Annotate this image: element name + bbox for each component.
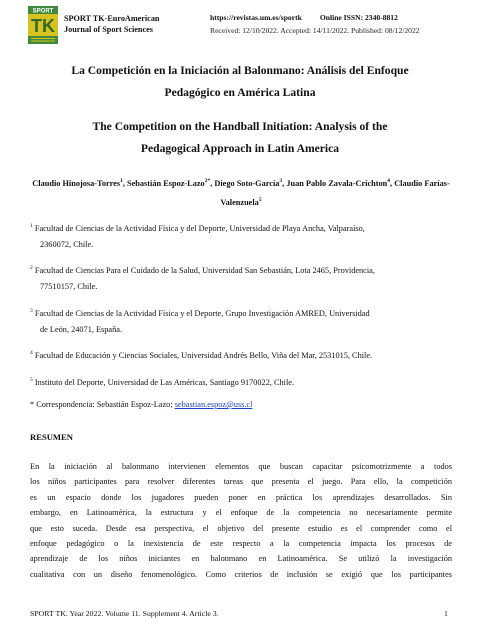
author-name: Sebastián Espoz-Lazo bbox=[127, 178, 205, 188]
affiliation-2 bbox=[30, 260, 452, 295]
publication-info bbox=[210, 11, 456, 37]
journal-line-1: SPORT TK-EuroAmerican bbox=[64, 14, 160, 23]
title-english-line-1: The Competition on the Handball Initiation: Analysis of the bbox=[92, 120, 388, 133]
page-footer: SPORT TK. Year 2022. Volume 11. Supplement 4. Article 3. bbox=[30, 609, 219, 618]
author-name: Juan Pablo Zavala-Crichton bbox=[286, 178, 388, 188]
author-affiliation-mark: 4 bbox=[387, 178, 391, 184]
page-number: 1 bbox=[444, 609, 448, 618]
svg-text:TK: TK bbox=[31, 16, 55, 36]
affiliation-text: Facultad de Ciencias de la Actividad Física y del Deporte, Universidad de Playa Ancha, Valparaíso, bbox=[34, 223, 365, 233]
affiliation-text: Facultad de Ciencias de la Actividad Física y el Deporte, Grupo Investigación AMRED, Universidad bbox=[34, 308, 370, 318]
abstract-paragraph bbox=[30, 459, 452, 582]
affiliation-mark: 1 bbox=[30, 223, 33, 229]
title-spanish-line-1: La Competición en la Iniciación al Balonmano: Análisis del Enfoque bbox=[71, 64, 409, 77]
correspondence-label: * Correspondencia: Sebastián Espoz-Lazo; bbox=[30, 400, 173, 409]
correspondence-email-link[interactable]: sebastian.espoz@uss.cl bbox=[174, 400, 253, 409]
affiliation-text: Instituto del Deporte, Universidad de Las Américas, Santiago 9170022, Chile. bbox=[34, 377, 295, 387]
submission-dates: Received: 12/10/2022. Accepted: 14/11/2022. Published: 08/12/2022 bbox=[210, 26, 420, 35]
svg-text:SPORT: SPORT bbox=[32, 8, 54, 15]
journal-url[interactable]: https://revistas.um.es/sportk bbox=[210, 13, 302, 22]
affiliation-text-cont: de León, 24071, España. bbox=[40, 324, 123, 334]
affiliation-mark: 4 bbox=[30, 350, 33, 356]
journal-name bbox=[64, 13, 159, 35]
abstract-line: En la iniciación al balonmano intervienen elementos que buscan capacitar psicomotrizmente a todos bbox=[30, 462, 452, 471]
issn: Online ISSN: 2340-8812 bbox=[319, 13, 398, 22]
affiliation-mark: 5 bbox=[30, 377, 33, 383]
abstract-line: cualitativa con un diseño fenomenológico. Como criterios de inclusión se exigió que los participantes bbox=[30, 569, 452, 579]
abstract-line: enfoque pedagógico o la inexistencia de este respecto a la competencia impacta los procesos de bbox=[30, 538, 452, 548]
correspondence bbox=[30, 400, 252, 409]
author-name: Diego Soto-García bbox=[214, 178, 280, 188]
author-name: Claudio Farías-Valenzuela bbox=[220, 178, 450, 207]
abstract-line: que esto suceda. Desde esa perspectiva, el objetivo del presente estudio es el comprender como el bbox=[30, 523, 452, 533]
affiliation-4 bbox=[30, 345, 452, 364]
abstract-line: embargo, en Latinoamérica, la estructura y el enfoque de la competencia no necesariamente permite bbox=[30, 508, 452, 518]
sport-tk-logo bbox=[28, 6, 58, 44]
affiliation-text: Facultad de Educación y Ciencias Sociales, Universidad Andrés Bello, Viña del Mar, 2531015, Chile. bbox=[34, 350, 373, 360]
title-spanish-line-2: Pedagógico en América Latina bbox=[164, 86, 316, 99]
affiliation-mark: 3 bbox=[30, 308, 33, 314]
affiliation-3 bbox=[30, 303, 452, 338]
author-affiliation-mark: 5 bbox=[258, 196, 262, 203]
title-english bbox=[40, 116, 440, 160]
author-name: Claudio Hinojosa-Torres bbox=[32, 178, 121, 188]
author-affiliation-mark: 1 bbox=[120, 178, 123, 184]
affiliation-text: Facultad de Ciencias Para el Cuidado de la Salud, Universidad San Sebastián, Lota 2465, Providencia, bbox=[34, 265, 375, 275]
affiliation-5 bbox=[30, 372, 452, 391]
journal-line-2: Journal of Sport Sciences bbox=[64, 25, 153, 34]
abstract-line: aprendizaje de los niños iniciantes en balonmano en Latinoamérica. Se utilizó la investigación bbox=[30, 554, 452, 564]
affiliation-text-cont: 2360072, Chile. bbox=[40, 239, 94, 249]
title-english-line-2: Pedagogical Approach in Latin America bbox=[140, 142, 340, 155]
title-spanish bbox=[40, 60, 440, 104]
affiliation-1 bbox=[30, 218, 452, 253]
resumen-heading: RESUMEN bbox=[30, 432, 73, 442]
author-affiliation-mark: 3 bbox=[279, 178, 283, 184]
affiliation-text-cont: 77510157, Chile. bbox=[40, 281, 98, 291]
abstract-line: los niños participantes para resolver diferentes tareas que presenta el juego. Para ello, la competición bbox=[30, 477, 452, 487]
author-affiliation-mark: 2* bbox=[204, 178, 211, 184]
abstract-line: es un espacio donde los jugadores pueden poner en práctica los aprendizajes desarrollados. Sin bbox=[30, 492, 452, 502]
affiliation-mark: 2 bbox=[30, 265, 33, 271]
author-list: Claudio Hinojosa-Torres$^1$, Sebastián Espoz-Lazo$^{2*}$, Diego Soto-García$^3$, Juan Pablo Zavala-Crichton$^4$, Claudio Farías-Valenzuela$^5$ bbox=[32, 178, 450, 207]
